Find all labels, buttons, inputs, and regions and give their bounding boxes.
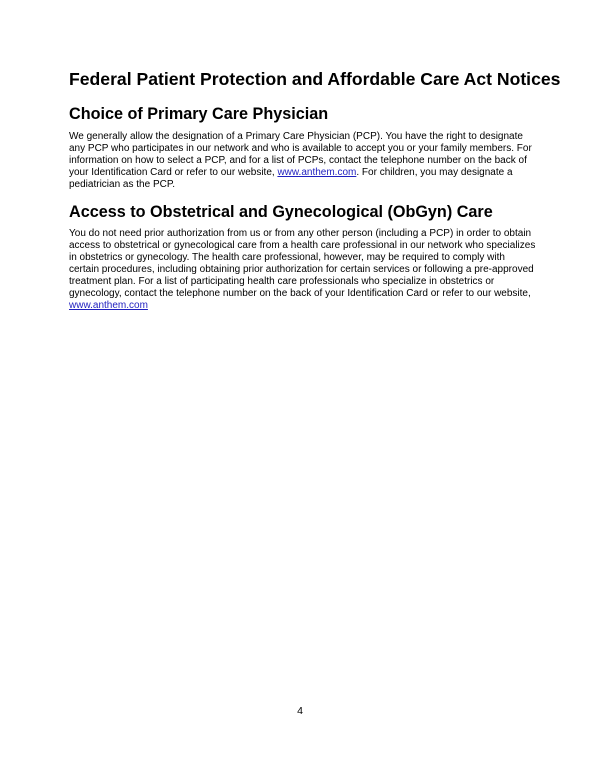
paragraph-line: You do not need prior authorization from us or from any other person (including a PCP) in order to obtain [69,228,532,239]
paragraph-line: certain procedures, including obtaining prior authorization for certain services or following a pre-approved [69,264,534,275]
paragraph-line: access to obstetrical or gynecological care from a health care professional in our network who specializes [69,240,536,251]
page-number: 4 [297,705,303,717]
section-heading-obgyn: Access to Obstetrical and Gynecological (ObGyn) Care [69,203,493,221]
paragraph-text: . For children, you may designate a [356,167,513,178]
paragraph-line-with-link [69,167,539,179]
section-heading-pcp: Choice of Primary Care Physician [69,105,329,123]
section-body-pcp [69,131,539,191]
paragraph-line: pediatrician as the PCP. [69,179,175,190]
paragraph-line: any PCP who participates in our network and who is available to accept you or your family members. For [69,143,532,154]
page-title: Federal Patient Protection and Affordable Care Act Notices [69,69,561,89]
section-body-obgyn [69,228,539,312]
paragraph-line: information on how to select a PCP, and for a list of PCPs, contact the telephone number on the back of [69,155,527,166]
paragraph-line: We generally allow the designation of a Primary Care Physician (PCP). You have the right to designate [69,131,523,142]
paragraph-line: gynecology, contact the telephone number on the back of your Identification Card or refer to our website, [69,288,531,299]
paragraph-line: in obstetrics or gynecology. The health care professional, however, may be required to comply with [69,252,505,263]
anthem-website-link[interactable]: www.anthem.com [69,300,148,311]
anthem-website-link[interactable]: www.anthem.com [277,167,357,178]
paragraph-text: your Identification Card or refer to our website, [69,167,278,178]
paragraph-line: treatment plan. For a list of participating health care professionals who specialize in obstetrics or [69,276,495,287]
